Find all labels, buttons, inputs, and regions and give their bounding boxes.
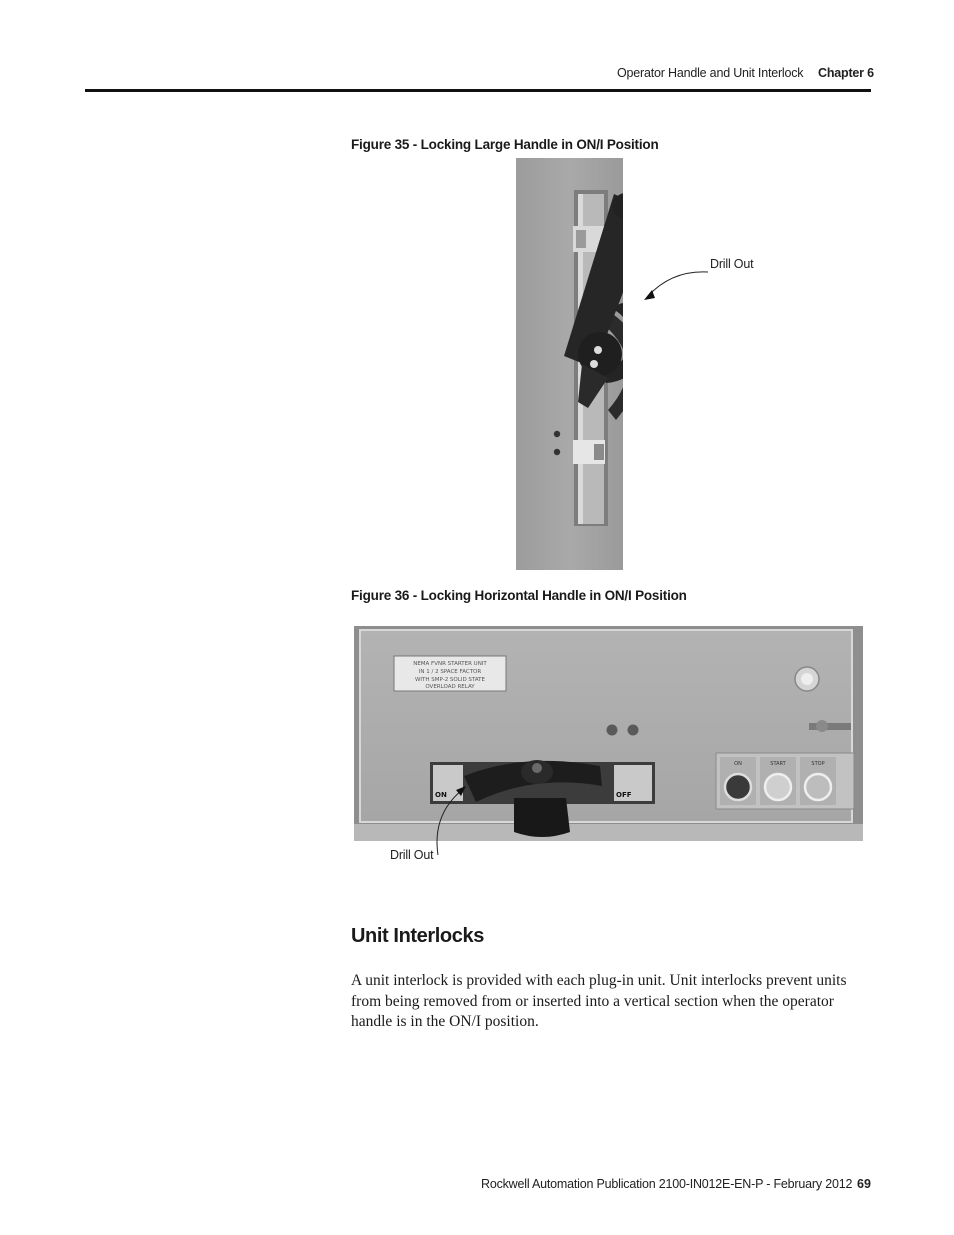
figure-35-callout-drill-out: Drill Out xyxy=(710,257,754,271)
footer-page-number: 69 xyxy=(857,1177,871,1191)
button-label-stop: STOP xyxy=(811,761,825,767)
figure-36-caption: Figure 36 - Locking Horizontal Handle in ON/I Position xyxy=(351,588,687,603)
section-body-paragraph: A unit interlock is provided with each plug-in unit. Unit interlocks prevent units from being removed from or inserted into a vertical section when the operator handle is in the ON/I position. xyxy=(351,972,847,1030)
handle-off-label: OFF xyxy=(616,791,632,799)
nameplate-line-3: WITH SMP-2 SOLID STATE xyxy=(414,677,486,683)
button-label-start: START xyxy=(770,761,786,767)
nameplate-line-4: OVERLOAD RELAY xyxy=(425,684,475,690)
footer-publication: Rockwell Automation Publication 2100-IN012E-EN-P - February 2012 xyxy=(481,1177,853,1191)
running-header-chapter: Chapter 6 xyxy=(818,66,874,80)
figure-36-callout-drill-out: Drill Out xyxy=(390,848,434,862)
figure-35-caption: Figure 35 - Locking Large Handle in ON/I Position xyxy=(351,137,659,152)
nameplate-line-1: NEMA FVNR STARTER UNIT xyxy=(413,661,487,667)
button-label-on: ON xyxy=(734,761,742,767)
nameplate-line-2: IN 1 / 2 SPACE FACTOR xyxy=(418,669,482,675)
section-heading-unit-interlocks: Unit Interlocks xyxy=(351,925,484,947)
running-header-title: Operator Handle and Unit Interlock xyxy=(617,66,804,80)
figure-36-photo-horizontal-handle xyxy=(354,626,863,841)
header-rule xyxy=(85,89,871,92)
handle-on-label: ON xyxy=(435,791,447,799)
figure-35-photo-large-handle xyxy=(516,158,623,570)
